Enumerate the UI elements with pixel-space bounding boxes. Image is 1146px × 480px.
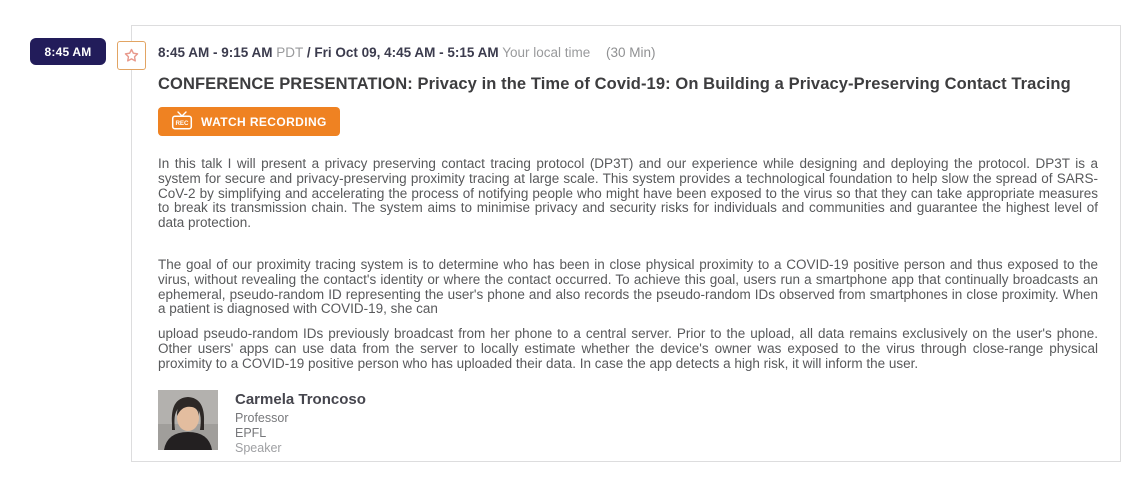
bookmark-star-button[interactable] [117,41,146,70]
speaker-organization: EPFL [235,425,267,440]
local-time-range: Fri Oct 09, 4:45 AM - 5:15 AM [314,45,499,60]
speaker-avatar[interactable] [158,390,218,450]
speaker-tag: Speaker [235,440,282,455]
rec-tv-icon [171,111,193,133]
session-duration: (30 Min) [606,45,656,60]
local-time-label: Your local time [502,45,591,60]
session-title: CONFERENCE PRESENTATION: Privacy in the Time of Covid-19: On Building a Privacy-Preserving Contact Tracing [158,75,1071,93]
watch-recording-button[interactable] [158,107,340,136]
speaker-role: Professor [235,410,289,425]
session-timezone: PDT [276,45,304,60]
time-separator: / [306,45,311,60]
speaker-meta [235,390,366,456]
description-paragraph-1: In this talk I will present a privacy preserving contact tracing protocol (DP3T) and our experience while designing and deploying the protocol. DP3T is a system for secure and privacy-preserving proximity tracing at large scale. This system provides a technological foundation to help slow the spread of SARS-CoV-2 by simplifying and accelerating the process of notifying people who might have been exposed to the virus so that they can take appropriate measures to break its transmission chain. The system aims to minimise privacy and security risks for individuals and communities and guarantee the highest level of data protection. [158,156,1098,231]
svg-text:REC: REC [175,119,189,127]
description-paragraph-2: The goal of our proximity tracing system is to determine who has been in close physical proximity to a COVID-19 positive person and thus exposed to the virus, without revealing the contact's identity or where the contact occurred. To achieve this goal, users run a smartphone app that continually broadcasts an ephemeral, pseudo-random ID representing the user's phone and also records the pseudo-random IDs observed from smartphones in close proximity. When a patient is diagnosed with COVID-19, she can [158,256,1098,317]
timeline-time-badge: 8:45 AM [30,38,106,65]
session-description [158,157,1098,372]
session-card [131,25,1121,462]
speaker-name[interactable]: Carmela Troncoso [235,390,366,408]
speaker-row [158,390,1098,456]
session-times [158,45,1098,60]
session-card-content [158,26,1098,456]
description-paragraph-3: upload pseudo-random IDs previously broadcast from her phone to a central server. Prior to the upload, all data remains exclusively on the user's phone. Other users' apps can use data from the server to locally estimate whether the device's owner was exposed to the virus through close-range physical proximity to a COVID-19 positive person who has uploaded their data. In case the app detects a high risk, it will inform the user. [158,326,1098,371]
star-icon [123,47,140,64]
session-time-range: 8:45 AM - 9:15 AM [158,45,273,60]
watch-recording-label: WATCH RECORDING [201,114,327,129]
